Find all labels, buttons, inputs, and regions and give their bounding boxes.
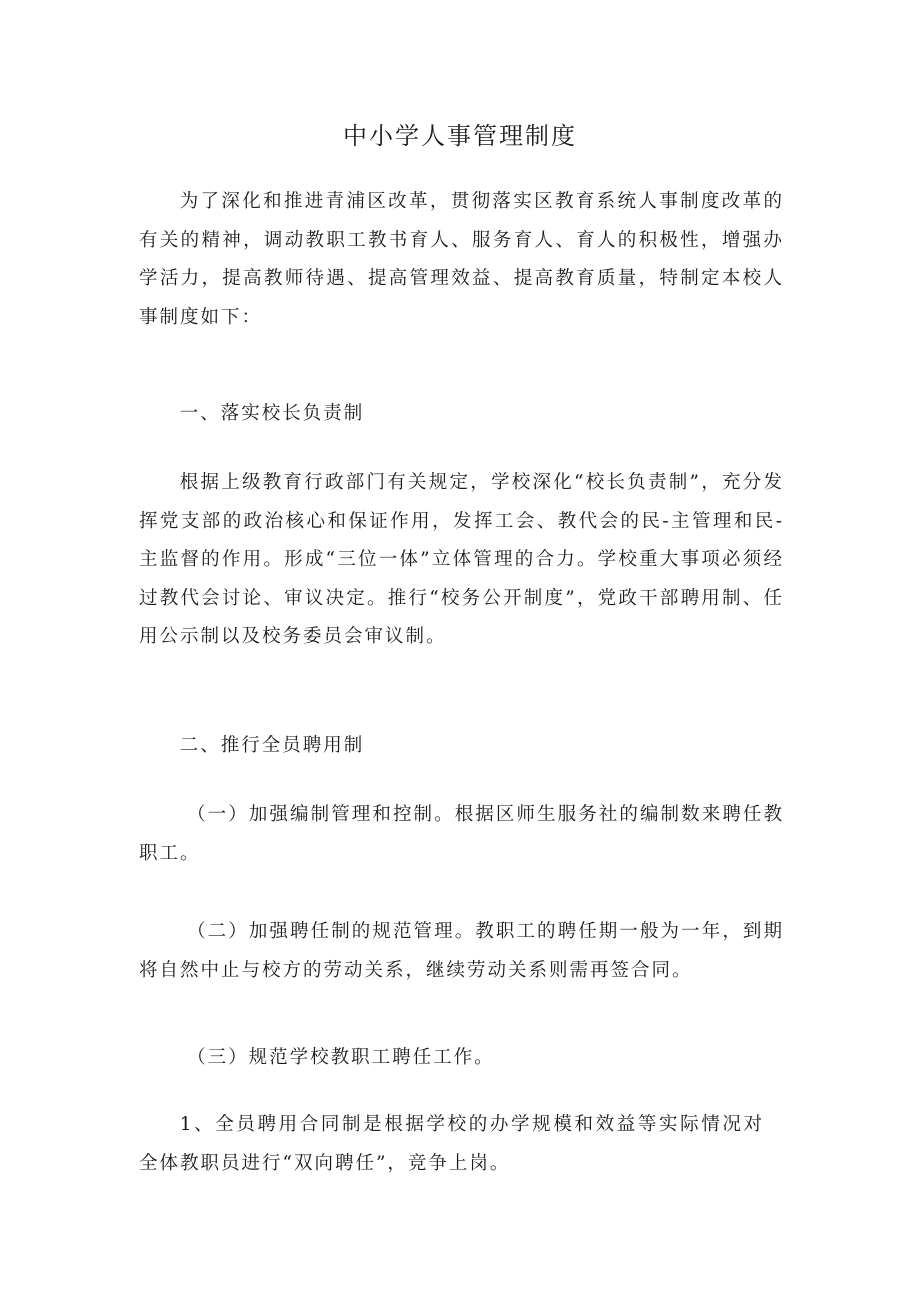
document-title: 中小学人事管理制度	[343, 122, 577, 150]
section-2-heading: 二、推行全员聘用制	[179, 735, 365, 756]
section-1-body: 根据上级教育行政部门有关规定，学校深化“校长负责制”，充分发挥党支部的政治核心和保证作用，发挥工会、教代会的民-主管理和民-主监督的作用。形成“三位一体”立体管理的合力。学校重大事项必须经过教代会讨论、审议决定。推行“校务公开制度”，党政干部聘用制、任用公示制以及校务委员会审议制。	[139, 472, 784, 647]
intro-paragraph: 为了深化和推进青浦区改革，贯彻落实区教育系统人事制度改革的有关的精神，调动教职工教书育人、服务育人、育人的积极性，增强办学活力，提高教师待遇、提高管理效益、提高教育质量，特制定本校人事制度如下：	[139, 191, 784, 328]
section-1-heading: 一、落实校长负责制	[179, 403, 365, 424]
section-2-item-1: （一）加强编制管理和控制。根据区师生服务社的编制数来聘任教职工。	[139, 804, 784, 864]
section-2-item-3: （三）规范学校教职工聘任工作。	[187, 1047, 495, 1068]
section-2-item-2: （二）加强聘任制的规范管理。教职工的聘任期一般为一年，到期将自然中止与校方的劳动关系，继续劳动关系则需再签合同。	[139, 921, 784, 981]
section-2-point-1: 1、全员聘用合同制是根据学校的办学规模和效益等实际情况对全体教职员进行“双向聘任”，竞争上岗。	[139, 1114, 764, 1174]
